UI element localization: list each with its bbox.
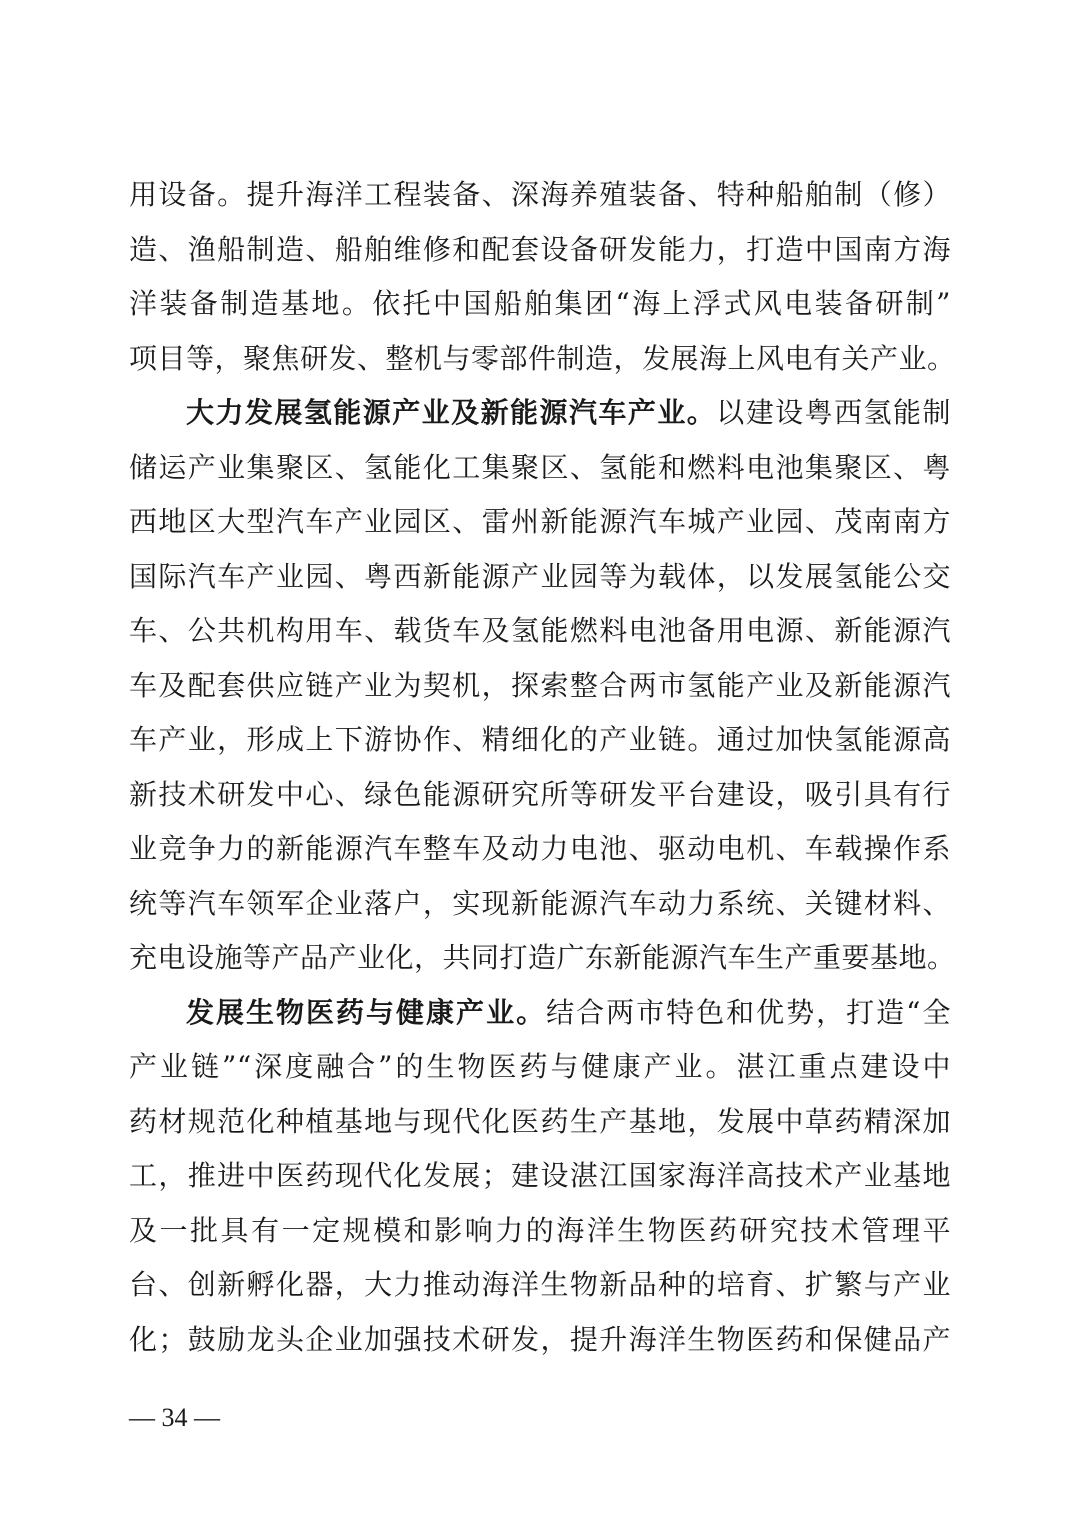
text-line: 车、公共机构用车、载货车及氢能燃料电池备用电源、新能源汽 [129,614,951,647]
text-line: 洋装备制造基地。依托中国船舶集团“海上浮式风电装备研制” [129,287,951,320]
text-line: 及一批具有一定规模和影响力的海洋生物医药研究技术管理平 [129,1213,951,1247]
section-heading: 发展生物医药与健康产业。 [186,995,547,1029]
text-fragment: 结合两市特色和优势，打造“全 [546,995,951,1029]
text-line: 西地区大型汽车产业园区、雷州新能源汽车城产业园、茂南南方 [129,505,951,538]
text-line [129,986,951,1041]
text-line: 工，推进中医药现代化发展；建设湛江国家海洋高技术产业基地 [129,1159,951,1192]
text-line: 产业链”“深度融合”的生物医药与健康产业。湛江重点建设中 [129,1050,951,1083]
text-line: 国际汽车产业园、粤西新能源产业园等为载体，以发展氢能公交 [129,559,951,593]
text-line: 车及配套供应链产业为契机，探索整合两市氢能产业及新能源汽 [129,668,951,702]
text-line: 统等汽车领军企业落户，实现新能源汽车动力系统、关键材料、 [129,886,951,920]
text-line: 充电设施等产品产业化，共同打造广东新能源汽车生产重要基地。 [129,941,956,974]
text-line: 储运产业集聚区、氢能化工集聚区、氢能和燃料电池集聚区、粤 [129,450,951,484]
paragraph-biomedicine [129,986,951,1368]
text-line: 业竞争力的新能源汽车整车及动力电池、驱动电机、车载操作系 [129,832,951,865]
text-line: 台、创新孵化器，大力推动海洋生物新品种的培育、扩繁与产业 [129,1268,951,1301]
paragraph-hydrogen-energy [129,386,956,986]
text-line: 项目等，聚焦研发、整机与零部件制造，发展海上风电有关产业。 [129,341,956,375]
text-fragment: 以建设粤西氢能制 [716,396,951,429]
text-line: 车产业，形成上下游协作、精细化的产业链。通过加快氢能源高 [129,723,951,756]
text-line: 造、渔船制造、船舶维修和配套设备研发能力，打造中国南方海 [129,232,951,266]
text-line: 化；鼓励龙头企业加强技术研发，提升海洋生物医药和保健品产 [129,1322,951,1356]
paragraph-marine-equipment [129,168,956,386]
text-line: 用设备。提升海洋工程装备、深海养殖装备、特种船舶制（修） [129,178,951,211]
text-line: 药材规范化种植基地与现代化医药生产基地，发展中草药精深加 [129,1104,951,1138]
section-heading: 大力发展氢能源产业及新能源汽车产业。 [186,396,717,429]
text-line: 新技术研发中心、绿色能源研究所等研发平台建设，吸引具有行 [129,777,951,811]
page-number: — 34 — [129,1403,220,1432]
text-line [129,386,951,441]
document-body [129,168,956,1367]
